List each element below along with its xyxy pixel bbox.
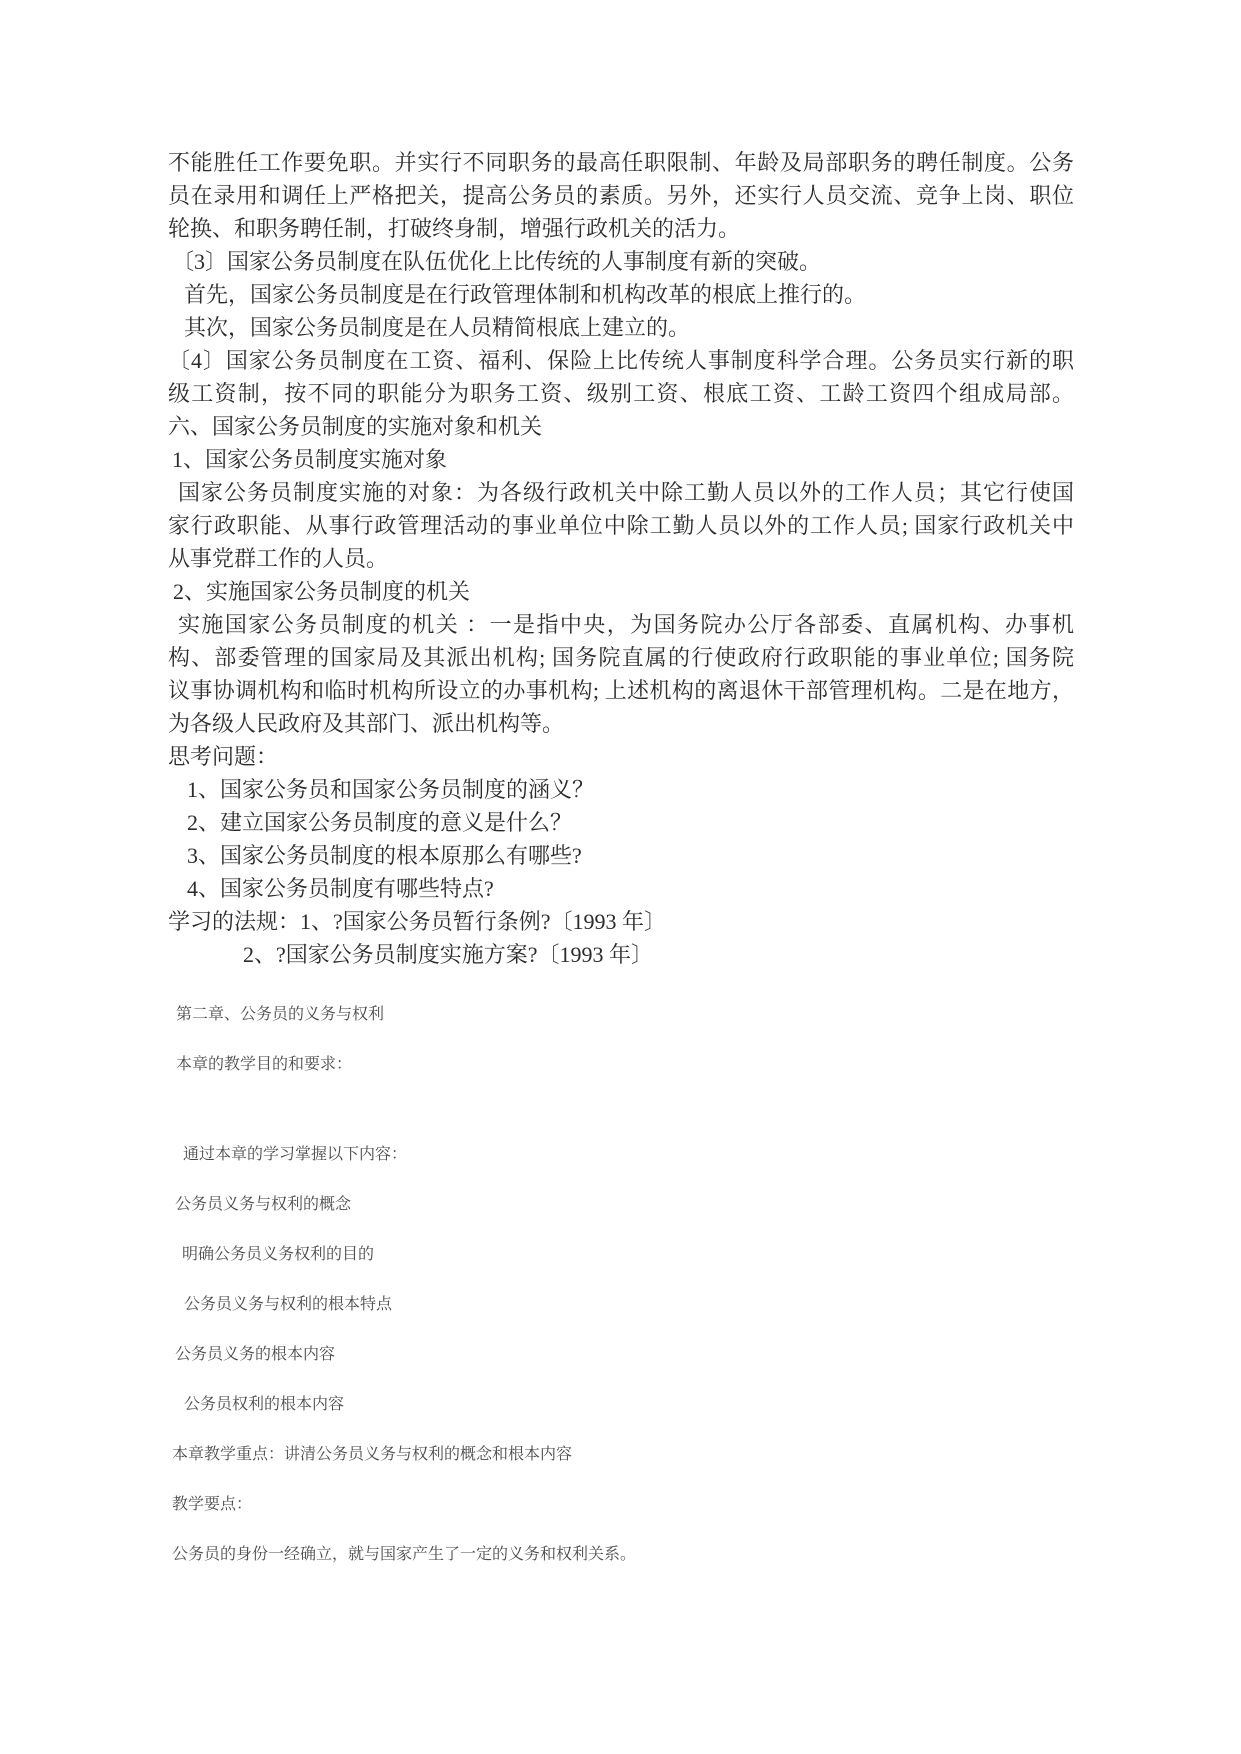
text-line: 〔3〕国家公务员制度在队伍优化上比传统的人事制度有新的突破。	[172, 249, 822, 274]
text-line: 第二章、公务员的义务与权利	[176, 1006, 385, 1023]
text-line: 本章教学重点：讲清公务员义务与权利的概念和根本内容	[172, 1446, 573, 1463]
text-line: 本章的教学目的和要求：	[176, 1056, 353, 1073]
lecture-notes-section	[168, 146, 1074, 971]
text-line: 首先，国家公务员制度是在行政管理体制和机构改革的根底上推行的。	[184, 282, 867, 307]
text-line: 公务员义务与权利的概念	[175, 1196, 352, 1213]
text-line: 2、?国家公务员制度实施方案?〔1993 年〕	[243, 942, 654, 967]
text-line: 1、国家公务员和国家公务员制度的涵义？	[187, 777, 595, 802]
text-line: 教学要点：	[172, 1496, 253, 1513]
text-line: 轮换、和职务聘任制，打破终身制，增强行政机关的活力。	[168, 216, 741, 241]
text-line: 明确公务员义务权利的目的	[182, 1246, 375, 1263]
text-line: 构、部委管理的国家局及其派出机构; 国务院直属的行使政府行政职能的事业单位; 国务院	[168, 645, 1074, 670]
text-line: 级工资制，按不同的职能分为职务工资、级别工资、根底工资、工龄工资四个组成局部。	[168, 381, 1074, 406]
text-line: 为各级人民政府及其部门、派出机构等。	[168, 711, 565, 736]
text-line: 学习的法规：1、?国家公务员暂行条例?〔1993 年〕	[168, 909, 667, 934]
text-line: 议事协调机构和临时机构所设立的办事机构; 上述机构的离退休干部管理机构。二是在地方，	[168, 678, 1074, 703]
text-line: 通过本章的学习掌握以下内容：	[183, 1146, 408, 1163]
text-line: 〔4〕国家公务员制度在工资、福利、保险上比传统人事制度科学合理。公务员实行新的职	[168, 348, 1074, 373]
text-line: 公务员的身份一经确立，就与国家产生了一定的义务和权利关系。	[172, 1546, 637, 1563]
text-line: 2、建立国家公务员制度的意义是什么？	[187, 810, 573, 835]
chapter-two-section	[172, 990, 1074, 1580]
text-line: 不能胜任工作要免职。并实行不同职务的最高任职限制、年龄及局部职务的聘任制度。公务	[168, 150, 1074, 175]
text-line: 4、国家公务员制度有哪些特点?	[187, 876, 494, 901]
text-line: 从事党群工作的人员。	[168, 546, 389, 571]
text-line: 家行政职能、从事行政管理活动的事业单位中除工勤人员以外的工作人员; 国家行政机关中	[168, 513, 1074, 538]
text-line: 公务员权利的根本内容	[184, 1396, 345, 1413]
text-line: 1、国家公务员制度实施对象	[172, 447, 448, 472]
text-line: 3、国家公务员制度的根本原那么有哪些?	[187, 843, 582, 868]
text-line: 其次，国家公务员制度是在人员精简根底上建立的。	[184, 315, 691, 340]
text-line: 员在录用和调任上严格把关，提高公务员的素质。另外，还实行人员交流、竞争上岗、职位	[168, 183, 1074, 208]
text-line: 思考问题：	[168, 744, 279, 769]
text-line: 公务员义务与权利的根本特点	[184, 1296, 393, 1313]
text-line: 实施国家公务员制度的机关 ：一是指中央，为国务院办公厅各部委、直属机构、办事机	[178, 612, 1074, 637]
text-line: 2、实施国家公务员制度的机关	[173, 579, 471, 604]
text-line: 公务员义务的根本内容	[175, 1346, 336, 1363]
text-line: 六、国家公务员制度的实施对象和机关	[168, 414, 543, 439]
text-line: 国家公务员制度实施的对象：为各级行政机关中除工勤人员以外的工作人员；其它行使国	[178, 480, 1074, 505]
